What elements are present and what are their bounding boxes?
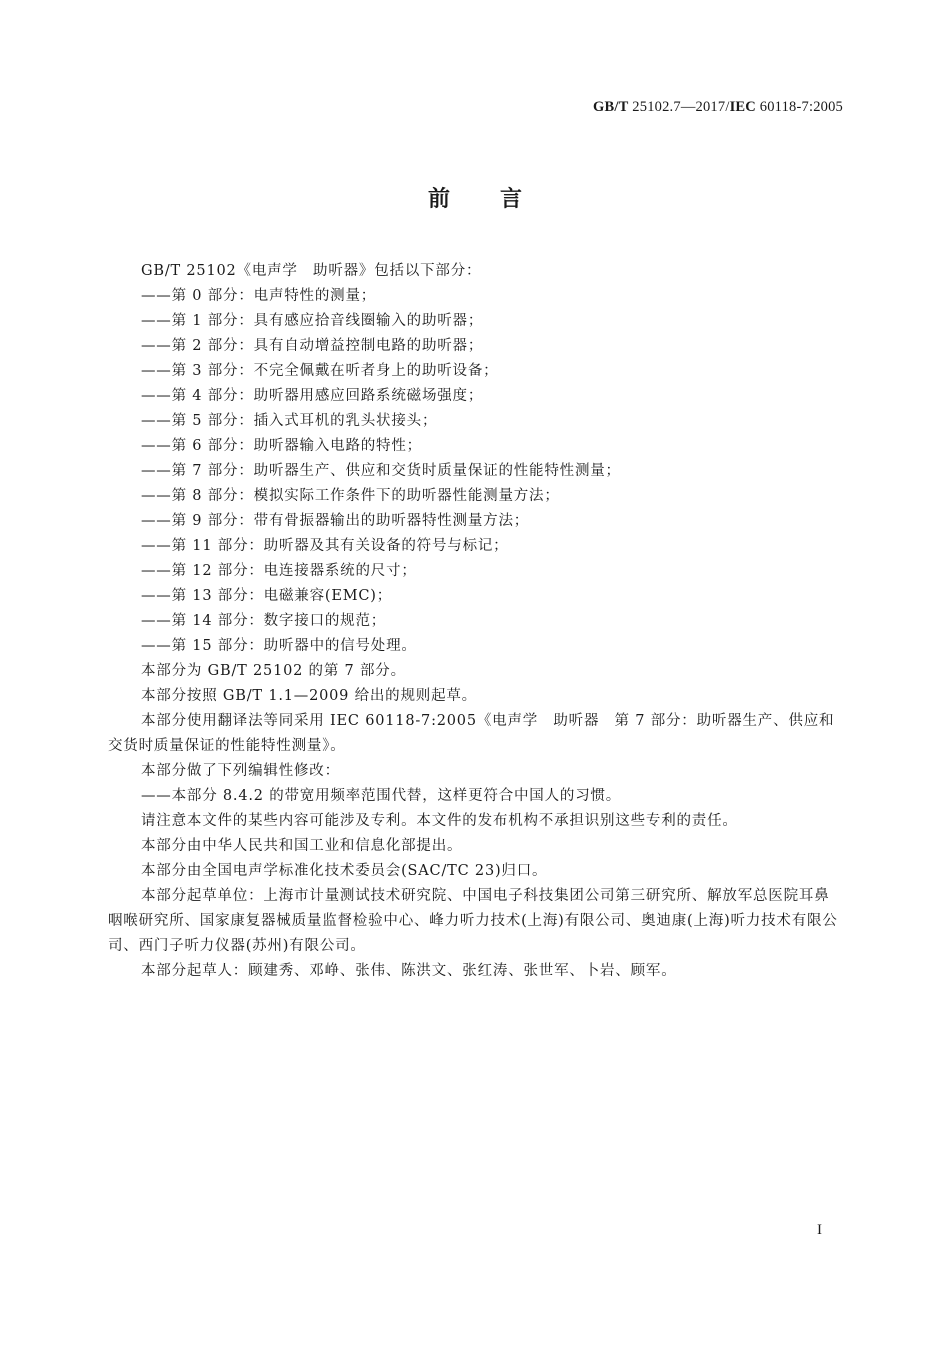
list-item: ——第 6 部分：助听器输入电路的特性； (141, 438, 422, 454)
proposed-paragraph: 本部分由中华人民共和国工业和信息化部提出。 (141, 838, 463, 854)
list-item: ——第 3 部分：不完全佩戴在听者身上的助听设备； (141, 363, 499, 379)
patent-paragraph: 请注意本文件的某些内容可能涉及专利。本文件的发布机构不承担识别这些专利的责任。 (141, 813, 738, 829)
edits-paragraph: 本部分做了下列编辑性修改： (141, 763, 340, 779)
part7-paragraph: 本部分为 GB/T 25102 的第 7 部分。 (141, 663, 406, 679)
translation-paragraph: 本部分使用翻译法等同采用 IEC 60118-7:2005《电声学 助听器 第 7 部分：助听器生产、供应和交货时质量保证的性能特性测量》。 (108, 713, 835, 754)
rules-paragraph: 本部分按照 GB/T 1.1—2009 给出的规则起草。 (141, 688, 477, 704)
standard-number-header: GB/T 25102.7—2017/IEC 60118-7:2005 (593, 99, 843, 115)
list-item: ——第 8 部分：模拟实际工作条件下的助听器性能测量方法； (141, 488, 560, 504)
list-item: ——第 13 部分：电磁兼容(EMC)； (141, 588, 393, 604)
list-item: ——第 9 部分：带有骨振器输出的助听器特性测量方法； (141, 513, 530, 529)
page-title: 前言 (427, 187, 572, 212)
drafting-units-paragraph: 本部分起草单位：上海市计量测试技术研究院、中国电子科技集团公司第三研究所、解放军总医院耳鼻咽喉研究所、国家康复器械质量监督检验中心、峰力听力技术(上海)有限公司、奥迪康(上海)听力技术有限公司、西门子听力仪器(苏州)有限公司。 (108, 888, 838, 954)
drafters-paragraph: 本部分起草人：顾建秀、邓峥、张伟、陈洪文、张红涛、张世军、卜岩、顾军。 (141, 963, 677, 979)
list-item: ——第 5 部分：插入式耳机的乳头状接头； (141, 413, 438, 429)
tc-paragraph: 本部分由全国电声学标准化技术委员会(SAC/TC 23)归口。 (141, 863, 548, 879)
list-item: ——第 1 部分：具有感应拾音线圈输入的助听器； (141, 313, 484, 329)
list-item: ——第 11 部分：助听器及其有关设备的符号与标记； (141, 538, 509, 554)
list-item: ——第 7 部分：助听器生产、供应和交货时质量保证的性能特性测量； (141, 463, 621, 479)
intro-paragraph: GB/T 25102《电声学 助听器》包括以下部分： (141, 263, 482, 279)
document-body (108, 259, 844, 984)
list-item: ——第 4 部分：助听器用感应回路系统磁场强度； (141, 388, 484, 404)
list-item: ——第 2 部分：具有自动增益控制电路的助听器； (141, 338, 484, 354)
list-item: ——第 15 部分：助听器中的信号处理。 (141, 638, 417, 654)
list-item: ——第 12 部分：电连接器系统的尺寸； (141, 563, 417, 579)
page-number: I (817, 1222, 822, 1238)
list-item: ——第 14 部分：数字接口的规范； (141, 613, 387, 629)
edit-item: ——本部分 8.4.2 的带宽用频率范围代替，这样更符合中国人的习惯。 (141, 788, 622, 804)
list-item: ——第 0 部分：电声特性的测量； (141, 288, 377, 304)
